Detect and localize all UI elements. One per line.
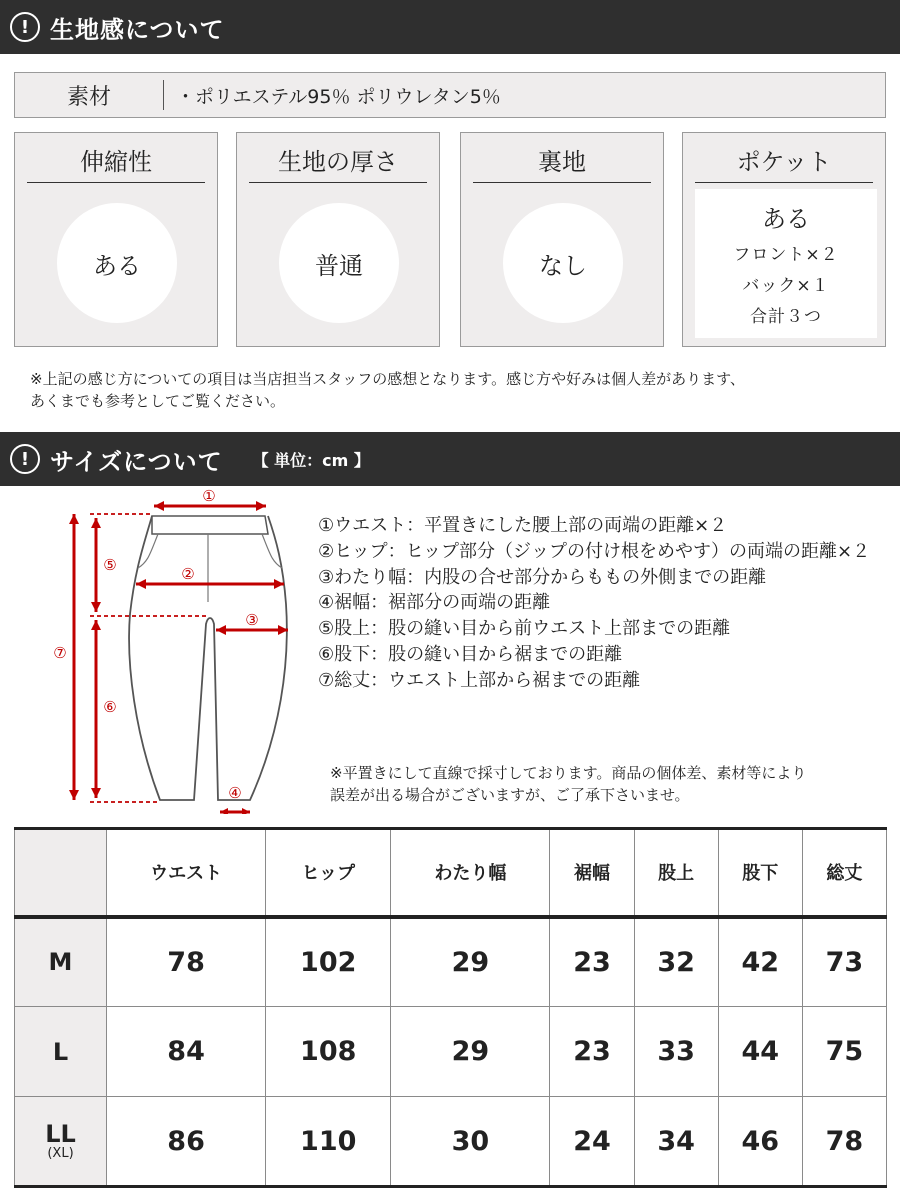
table-row <box>15 917 887 1007</box>
fabric-banner <box>0 0 900 54</box>
marker-rise: ⑤ <box>103 556 117 574</box>
marker-waist: ① <box>202 487 216 505</box>
table-cell: 46 <box>718 1097 802 1187</box>
header-waist: ウエスト <box>107 829 266 917</box>
measurement-definitions <box>318 513 870 694</box>
table-cell: 78 <box>107 917 266 1007</box>
header-inseam: 股下 <box>718 829 802 917</box>
header-thigh: わたり幅 <box>391 829 550 917</box>
table-corner <box>15 829 107 917</box>
table-cell: 32 <box>634 917 718 1007</box>
size-label-sub: (XL) <box>47 1146 74 1161</box>
fabric-note <box>30 368 880 412</box>
table-cell: 84 <box>107 1007 266 1097</box>
pocket-back: バック×１ <box>742 276 830 296</box>
header-rise: 股上 <box>634 829 718 917</box>
table-cell: 42 <box>718 917 802 1007</box>
exclamation-icon: ! <box>10 12 40 42</box>
size-table <box>14 827 887 1188</box>
measurement-note-line: 誤差が出る場合がございますが、ご了承下さいませ。 <box>330 786 690 804</box>
table-cell: 75 <box>802 1007 886 1097</box>
def-hem: ④裾幅：裾部分の両端の距離 <box>318 592 551 614</box>
table-cell: 102 <box>266 917 391 1007</box>
pocket-detail <box>695 189 877 338</box>
size-label-main: LL <box>45 1120 76 1148</box>
def-total: ⑦総丈：ウエスト上部から裾までの距離 <box>318 669 641 691</box>
size-banner <box>0 432 900 486</box>
def-waist: ①ウエスト：平置きにした腰上部の両端の距離×２ <box>318 515 728 536</box>
pocket-card <box>682 132 886 347</box>
card-value: 普通 <box>279 203 399 323</box>
table-header-row <box>15 829 887 917</box>
marker-inseam: ⑥ <box>103 698 117 716</box>
header-hip: ヒップ <box>266 829 391 917</box>
card-title: 裏地 <box>473 141 651 183</box>
table-cell: 34 <box>634 1097 718 1187</box>
def-inseam: ⑥股下：股の縫い目から裾までの距離 <box>318 643 623 665</box>
card-value: ある <box>57 203 177 323</box>
table-cell: 23 <box>550 1007 634 1097</box>
size-label: M <box>15 917 107 1007</box>
marker-hem: ④ <box>228 784 242 802</box>
waistband-outline <box>152 516 268 534</box>
exclamation-icon: ! <box>10 444 40 474</box>
table-cell: 30 <box>391 1097 550 1187</box>
pocket-front: フロント×２ <box>733 245 839 265</box>
def-rise: ⑤股上：股の縫い目から前ウエスト上部までの距離 <box>318 618 731 640</box>
table-cell: 73 <box>802 917 886 1007</box>
table-cell: 29 <box>391 917 550 1007</box>
table-cell: 78 <box>802 1097 886 1187</box>
table-cell: 108 <box>266 1007 391 1097</box>
pocket-value: ある <box>762 205 810 233</box>
table-cell: 29 <box>391 1007 550 1097</box>
marker-hip: ② <box>181 565 195 583</box>
pants-diagram <box>40 484 300 814</box>
table-cell: 110 <box>266 1097 391 1187</box>
fabric-note-line: ※上記の感じ方についての項目は当店担当スタッフの感想となります。感じ方や好みは個人差があります、 <box>30 370 745 388</box>
table-cell: 44 <box>718 1007 802 1097</box>
unit-label: 【 単位：cm 】 <box>252 450 370 470</box>
material-value: ・ポリエステル95％ ポリウレタン5％ <box>176 85 501 108</box>
card-title: ポケット <box>695 141 873 183</box>
header-total: 総丈 <box>802 829 886 917</box>
measurement-note-line: ※平置きにして直線で採寸しております。商品の個体差、素材等により <box>330 764 807 782</box>
card-value: なし <box>503 203 623 323</box>
material-row <box>14 72 886 118</box>
table-cell: 33 <box>634 1007 718 1097</box>
marker-thigh: ③ <box>245 611 259 629</box>
fabric-title: 生地感について <box>50 15 225 44</box>
marker-total: ⑦ <box>53 644 67 662</box>
size-title: サイズについて <box>50 447 223 476</box>
fabric-note-line: あくまでも参考としてご覧ください。 <box>30 392 286 410</box>
size-label <box>15 1097 107 1187</box>
table-row <box>15 1007 887 1097</box>
header-hem: 裾幅 <box>550 829 634 917</box>
measurement-note <box>330 762 890 806</box>
def-hip: ②ヒップ：ヒップ部分（ジップの付け根をめやす）の両端の距離×２ <box>318 540 871 562</box>
table-cell: 23 <box>550 917 634 1007</box>
table-row <box>15 1097 887 1187</box>
card-title: 伸縮性 <box>27 141 205 183</box>
card-title: 生地の厚さ <box>249 141 427 183</box>
size-label: L <box>15 1007 107 1097</box>
thickness-card <box>236 132 440 347</box>
lining-card <box>460 132 664 347</box>
table-cell: 24 <box>550 1097 634 1187</box>
material-label: 素材 <box>66 84 111 110</box>
def-thigh: ③わたり幅：内股の合せ部分からももの外側までの距離 <box>318 566 767 588</box>
table-cell: 86 <box>107 1097 266 1187</box>
stretch-card <box>14 132 218 347</box>
pocket-total: 合計３つ <box>750 307 822 327</box>
